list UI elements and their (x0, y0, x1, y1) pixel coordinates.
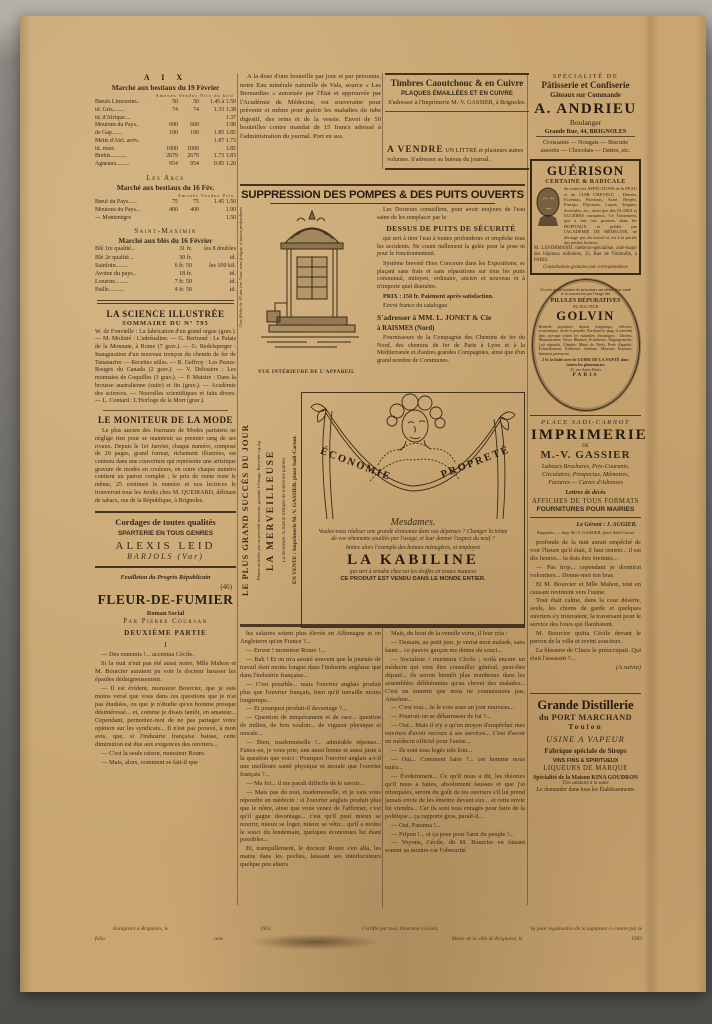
ad-line: S'adresser à l'Imprimerie M.-V. GASSIER, à Brignoles. (388, 99, 526, 106)
merveilleuse-pen-ad (240, 392, 298, 628)
imprimerie-gassier-ad (530, 415, 648, 518)
column-divider (382, 628, 383, 908)
row-vendus (178, 138, 199, 146)
banner-word-proprete: PROPRETÉ (439, 444, 512, 481)
paragraph: — Pourrait-on se débarrasser de lui ?... (391, 713, 491, 721)
notice-subtitle: SOMMAIRE DU N° 795 (122, 319, 209, 327)
row-prix: 1.87 1.73 (213, 137, 236, 144)
row-unit: les 100 kil. (209, 262, 236, 269)
row-price: 7 fr. 50 (174, 279, 192, 286)
ad-line: USINE A VAPEUR (546, 733, 625, 744)
notice-title: LA SCIENCE ILLUSTRÉE (106, 308, 225, 319)
table-row (95, 245, 236, 253)
footer-certified: Certifié par moi, Directeur-Gérant, (362, 926, 439, 932)
merchant-trade: Boulanger (569, 118, 602, 127)
town-ornament: A I X (143, 73, 188, 82)
column-divider (382, 73, 383, 169)
row-price: 4 fr. 50 (174, 287, 192, 294)
market-column-headers: Amenés Vendus Prix (177, 193, 234, 199)
paragraph: — Il est évident, monsieur Bourcier, que je suis moins versé que vous dans ces questions que je n'ai pas étudiées, ou que je n'étudie qu'en homme presque désintéressé... et, comme je disais tantôt, en amateur... Cependant, permettez-moi de ne pas partager votre opinion sur les syndicats... Il n'est pas prouvé, à mon avis, que, si l'industrie française baisse, cette diminution est due aux exigences des ouvriers... (95, 685, 236, 748)
feuilleton-header (95, 574, 236, 649)
vals-water-ad: A la dose d'une bouteille par jour et par personne, notre Eau minérale naturelle de Vals, source « Les Bernardins » autorisée par l'État et approuvée par l'Académie de Médecine, est souveraine pour prévenir et même pour guérir les maladies du tube digestif, des reins et de la vessie. Envoi de 50 bouteilles contre mandat de 15 francs adressé à l'administration du journal. Port en sus. (240, 73, 381, 140)
paragraph: — Demain, au petit jour, je verrai mon malade, sans faute... ce pauvre garçon me donne du souci... (385, 638, 525, 654)
ad-line: Spécialité de la Maison KINA GOUDRON (533, 774, 638, 781)
ad-line: qui sert à teindre chez soi les étoffes en toutes nuances (349, 569, 477, 576)
gerant-block (530, 522, 641, 535)
row-amenes: 74 (172, 106, 178, 113)
paragraph: Envoi franco du catalogue. (383, 303, 449, 310)
table-row (95, 153, 236, 161)
service-line: AFFICHES DE TOUS FORMATS (531, 497, 640, 505)
ad-line: Pâtisserie et Confiserie (541, 80, 630, 90)
kabiline-dye-ad (301, 392, 525, 628)
row-amenes: 2679 (166, 153, 178, 160)
row-price: 6 fr. 50 (174, 262, 192, 269)
paragraph: qui sert à tirer l'eau à toutes profondeurs et empêche tous les accidents. Ne craint nullement la gelée pour la pose ni pour le fonctionnement. (377, 235, 525, 258)
market-table (95, 99, 236, 169)
paragraph: M. Bourcier quitta Cécile devant le perron de la villa et revint soucieux. (530, 630, 641, 646)
footer-case: case (213, 936, 224, 942)
table-row (95, 215, 236, 223)
market-table (95, 199, 236, 222)
paragraph: (A suivre) (615, 663, 641, 671)
market-title: Marché aux bestiaux du 19 Février (111, 84, 220, 92)
footer-year: 1903 (259, 926, 271, 932)
footer-year2: 1903 (631, 936, 642, 942)
row-label: Brebis........... (95, 153, 127, 160)
column-divider (527, 73, 528, 905)
footer-legalisation: Vu pour légalisation de la signature ci-contre par le (529, 926, 642, 932)
ad-line: PLAQUES ÉMAILLÉES ET EN CUIVRE (400, 90, 514, 97)
paragraph: Les Docteurs conseillent, pour avoir toujours de l'eau saine de les remplacer par le (377, 207, 525, 221)
doctor-portrait-engraving (534, 186, 562, 226)
row-label: id. Gris........ (95, 106, 125, 113)
ad-subtitle: DESSUS DE PUITS DE SÉCURITÉ (386, 224, 516, 234)
paragraph: — Socialiste ! murmura Cécile ; voilà encore un médecin qui veut être conseiller général, peut-être député... ils seront bientôt plus nombreux dans les assemblées délibérantes qu'au chevet des malades... C'est un ennemi que nous ne connaissions pas, Anselme... (385, 655, 525, 703)
ad-line: VINS FINS & SPIRITUEUX (552, 757, 619, 764)
ad-footline: Consultations gratuites par correspondance (543, 264, 628, 270)
market-column-headers: Amenés Vendus Prix du kilo (155, 93, 234, 98)
ad-line: Cordages de toutes qualités (115, 517, 216, 528)
row-vendus: 74 (193, 106, 199, 113)
timbres-caoutchouc-ad (385, 73, 529, 112)
banner-word-economie: ÉCONOMIE (318, 445, 393, 484)
row-prix: 0.85 1.20 (213, 161, 236, 168)
market-title: Marché aux blés du 16 Février (118, 237, 213, 246)
market-report-les-arcs (95, 184, 236, 222)
paragraph: — Voyons, Cécile, dit M. Bourcier en faisant sonner sa montre car l'obscurité (385, 839, 525, 855)
ad-headline: Grande Distillerie (537, 697, 634, 712)
paragraph: — C'est la seule raison, monsieur Roure. (101, 749, 206, 757)
market-report-st-maximin (95, 237, 236, 294)
table-row (95, 278, 236, 286)
paragraph: — Erreur ! monsieur Roure !... (246, 646, 326, 654)
salutation: Mesdames. (390, 517, 436, 528)
merchant-place: BARJOLS (Var) (127, 552, 204, 562)
paragraph: les salaires soient plus élevés en Allemagne et en Angleterre qu'en France ?... (240, 630, 381, 645)
column-divider (237, 73, 238, 905)
paragraph: Système breveté Hors Concours dans les Expositions, se plaçant sans frais et sans réparations sur tous les puits communal, mitoyen, ordinaire, ancien et nouveau et à n'importe quel diamètre. (377, 260, 525, 290)
paragraph: Et, tranquillement, le docteur Roure s'en alla, les mains dans les poches, laissant ses interlocuteurs quelque peu ahuris (240, 845, 381, 869)
ad-line: Très salutaire à la santé (562, 780, 609, 786)
product-name: LA KABILINE (347, 552, 479, 569)
legal-footer (95, 926, 642, 942)
newspaper-page (20, 16, 706, 992)
gerant-line: Le Gérant : J. AUGIER. (576, 521, 637, 528)
row-amenes: 954 (169, 161, 178, 168)
row-label: Avoine du pays.. (95, 271, 136, 278)
row-label: id. d'Afrique.... (95, 114, 131, 121)
row-label: Lozerne......... (95, 279, 129, 286)
feuilleton-number: (46) (220, 583, 232, 592)
table-row (95, 138, 236, 146)
ad-intro: Un très grand nombre de personnes ont rétabli leur santé et la conservent par l'usage des (540, 286, 631, 297)
paragraph: — Oui... Comment faire ?... cet homme nous nuira... (385, 756, 525, 771)
notice-body: Le plus ancien des Journaux de Modes parisiens ne néglige rien pour se maintenir au premier rang de ses rivaux. Depuis le 1er Janvier, chaque numéro, composé de 20 pages, grand format, richement illustrées, est contenu dans une couverture qui représente une artistique gravure de modes en couleurs, en outre chaque numéro contient un patron complet ; le prix de vente reste le même, 25 centimes le numéro et nos lectrices le trouveront tous les Jeudis chez M. QUEIRARD, débitant de tabacs, rue de la République, à Brignoles. (95, 428, 236, 504)
well-apparatus-engraving (247, 209, 367, 369)
divider (97, 300, 234, 304)
row-unit: id. (229, 279, 236, 286)
row-amenes: 100 (169, 130, 178, 137)
ad-question: Voulez-vous réaliser une grande économie dans vos dépenses ? Changer la teinte de vos vêtements souillés par l'usage, et leur donner l'aspect du neuf ? (318, 529, 508, 543)
merchant-address: Grande Rue, 44, BRIGNOLES (544, 128, 627, 135)
table-row (95, 286, 236, 294)
divider (536, 136, 635, 137)
ad-line: Gâteaux sur Commande (550, 92, 621, 99)
row-prix: 1.73 1.83 (213, 153, 236, 160)
row-vendus: 954 (190, 161, 199, 168)
footer-registered: Enregistré à Brignoles, le (113, 926, 169, 932)
row-amenes: 1000 (166, 145, 178, 152)
ad-body: de toutes les AFFECTIONS de la PEAU et du CUIR CHEVELU : Dartres, Eczémas, Psoriasis, Acné, Herpès, Prurigo, Pityriasis, Lupus, Teignes, Scrofules, etc., ainsi que des PLAIES et ULCÈRES variqueux. Ce Traitement, qui a fait ses preuves dans les HOPITAUX et publié par l'ACADÉMIE DE MÉDECINE, ne dérange pas du travail et est à la portée des petites bourses. (564, 186, 637, 246)
row-vendus: 400 (190, 206, 199, 213)
price-line: PRIX : 150 fr. Paiement après satisfaction. (383, 293, 494, 300)
science-illustree-notice (95, 309, 236, 406)
notice-lead: A VENDRE (387, 145, 444, 155)
notice-body: W. de Fonvielle : La fabrication d'un grand orgue (grav.). — M. Molinié : L'adrénaline. — G. Bertrand : Le Palais de la Monnaie, à Rome (7 grav.). — G. Redelsperger : Inauguration d'un nouveau tronçon du chemin de fer de Tananarive — Recettes utiles. — B. Geffroy : Les Peaux-Rouges du Canada (2 grav.). — V. Delosière : Les monnaies de Coquilles (3 grav.). — P. Maistre : Dans la brousse australienne (suite) et fin (grav.). — Académie des sciences. — Nouvelles scientifiques et faits divers. — L. Contard : L'Horloge de la Mort (grav.). (95, 328, 236, 405)
ad-line: Toulon (568, 721, 603, 731)
feuilleton-title: FLEUR-DE-FUMIER (97, 592, 234, 608)
row-price: 31 fr. (179, 246, 192, 253)
row-prix: 1.50 (225, 214, 236, 221)
row-amenes: 75 (172, 199, 178, 206)
row-amenes (157, 215, 178, 223)
table-row (95, 115, 236, 123)
ad-line: LIQUEURS DE MARQUE (543, 764, 628, 772)
paragraph: — Bien, mademoiselle !... admirable réponse... Faites-en, je vous prie, une aussi bonne et aussi juste à la question que voici : Pourquoi l'ouvrier anglais a-t-il une meilleure santé physique et morale que l'ouvrier français ?... (240, 739, 381, 778)
row-vendus: 2679 (187, 153, 199, 160)
kabiline-artwork (302, 393, 524, 521)
table-row (95, 199, 236, 207)
service-line: Labeurs Brochures, Prix-Courants, (541, 462, 630, 470)
row-label: Bœuf du Pays...... (95, 199, 137, 206)
table-row (95, 122, 236, 130)
row-vendus: 100 (190, 130, 199, 137)
divider (103, 410, 228, 411)
ad-line-vertical: LA MERVEILLEUSE (266, 449, 276, 571)
ad-line: Imitez alors l'exemple des bonnes ménagères, et employez (345, 545, 481, 552)
paragraph: — C'est vrai... Je le vois sous un jour nouveau... (391, 704, 515, 712)
paragraph: — Fripon !... et ça pose pour l'ami du peuple !... (391, 830, 514, 838)
table-row (95, 262, 236, 270)
ad-headline: SUPPRESSION DES POMPES & DES PUITS OUVERTS (241, 189, 524, 201)
row-label: Blé 1re qualité... (95, 246, 136, 253)
row-label: Sainfoin........ (95, 262, 128, 269)
place-header: Saint-Maximin (134, 227, 197, 236)
footer-maire: Maire de la ville de Brignoles, le (451, 936, 523, 942)
row-label: — Monténégro (95, 214, 132, 221)
well-engraving-block (240, 207, 373, 375)
row-prix: 1.85 1.85 (213, 130, 236, 137)
ad-line-vertical: Plume nickelée par un procédé nouveau, garantie à l'usage. Brevetée s.g.d.g (255, 440, 261, 580)
row-label: Agneaux......... (95, 161, 130, 168)
notice-body: UN LITTRÉ et plusieurs autres volumes. S'adresser au bureau du journal. (387, 147, 524, 164)
notice-title: LE MONITEUR DE LA MODE (97, 415, 233, 426)
paragraph: — Bah ! Et on m'a assuré souvent que la journée de travail était moins longue dans l'industrie anglaise que dans l'industrie française... (240, 655, 381, 679)
paragraph: Fournisseurs de la Compagnie des Chemins de fer du Nord, des chemins de fer de Paris à Lyon et à la Méditerranée et d'autres grandes Compagnies, ainsi que d'un grand nombre de Communes. (377, 335, 525, 365)
column-right-ads (530, 73, 648, 925)
ad-line: SPARTERIE EN TOUS GENRES (118, 530, 213, 538)
suppression-pompes-ad (240, 184, 525, 375)
row-vendus (178, 115, 199, 123)
golvin-pills-ad (532, 279, 640, 411)
ad-headline: GUÉRISON (546, 163, 625, 179)
row-label: de Gap....... (95, 130, 123, 137)
row-label: Métis d'Afri. arriv.. (95, 137, 141, 144)
row-label: Blé 2e qualité... (95, 254, 134, 261)
ad-line: CE PRODUIT EST VENDU DANS LE MONDE ENTIER. (340, 576, 486, 583)
ad-body: Remède populaire depuis longtemps, efficace, économique, facile à prendre. Purifiant le sang, il convient dans presque toutes les maladies chroniques : Dartres, Rhumatismes, Vieux Rhumes, Fraîcheurs, Engorgements, Lait répandu, Glandes, Maux de Nerfs, Perte d'appétit, Échauffement, Faiblesse, Anémie, Mauvais Estomac, Intestins paresseux. (538, 323, 633, 356)
ad-line-vertical: La meilleure, la mieux trempée de toutes les plumes (281, 457, 287, 563)
feuilleton-rubric: Feuilleton du Progrès Républicain (120, 574, 211, 582)
ad-line: DU DOCTEUR (572, 303, 599, 309)
paragraph: — Question de tempérament et de race... question de milieu, de bon vouloir... de vigueur physique et morale... (240, 714, 381, 738)
feuilleton-chapter: I (164, 640, 167, 650)
table-row (95, 161, 236, 169)
paragraph: — Évidemment... Ce qu'il nous a dit, les théories qu'il nous a faites, absolument fausses et que j'ai rétorquées, seront du goût de tes ouvriers s'il lui prend jamais envie de les émettre devant eux... et cette envie lui viendra... Car ils sont tous enragés pour faire de la politique... ça rapporte gros, paraît-il... (385, 772, 525, 820)
engraving-caption: VUE INTÉRIEURE DE L'APPAREIL (258, 370, 355, 375)
ad-line: Le demander dans tous les Établissements (536, 786, 635, 793)
service-line: FOURNITURES POUR MAIRIES (536, 505, 635, 513)
feuilleton-author: Par Pierre Coursan (123, 618, 208, 626)
moniteur-mode-notice (95, 415, 236, 505)
row-prix: 1.37 (225, 114, 236, 121)
row-label: id. réser. (95, 145, 116, 152)
divider (270, 203, 495, 204)
ad-place: PLACE SADI-CARNOT (540, 418, 631, 426)
row-vendus: 75 (193, 199, 199, 206)
service-line: Circulaires, Prospectus, Mémoires, (541, 470, 630, 478)
feuilleton-genre: Roman Social (146, 610, 185, 618)
row-prix: 1.90 (225, 206, 236, 213)
a-vendre-notice (385, 141, 529, 170)
row-label: Bœufs Limousins.. (95, 99, 140, 105)
market-table (95, 245, 236, 294)
paragraph: Si la nuit n'eut pas été aussi noire, Mlle Mahon et M. Bourcier auraient pu voir le docteur hausser les épaules dédaigneusement. (95, 660, 236, 684)
ad-address: 31, rue Saint-Denis (570, 367, 601, 373)
feuilleton-text-col1 (95, 651, 236, 766)
paragraph: — Ma foi... il me paraît difficile de le savoir... (246, 779, 364, 787)
paragraph: — C'est possible... mais l'ouvrier anglais produit plus que l'ouvrier français, bien qu'il travaille moins longtemps... (240, 680, 381, 704)
row-prix: 1.85 (225, 145, 236, 152)
ad-line: Timbres Caoutchouc & en Cuivre (390, 78, 524, 88)
row-unit: id. (229, 271, 236, 278)
row-amenes: 50 (172, 99, 178, 105)
row-unit: id. (229, 254, 236, 261)
row-amenes (157, 138, 178, 146)
paragraph: Tout était calme, dans la cour déserte, seuls, les chiens de garde et quelques ouvriers s'y trouvaient, la traversant pour le service des fours qui flambaient. (530, 597, 641, 629)
market-title: Marché aux bestiaux du 16 Fév. (116, 184, 215, 193)
ad-line: assortis — Chocolats — Dattes, etc. (540, 147, 631, 155)
market-report-aix (95, 84, 236, 169)
printer-imprint: Brignoles. — Imp. M.-V. GASSIER, place Sadi-Carnot (536, 529, 635, 535)
paragraph: — Des ennemis !... accentua Cécile. (101, 651, 194, 659)
row-label: Moutons du Pays... (95, 206, 141, 213)
row-prix: 1.33 1.38 (213, 106, 236, 113)
product-name: GOLVIN (556, 308, 615, 323)
paragraph: — Pas trop... cependant je dormirai volontiers... Donne-moi ton bras. (530, 563, 641, 579)
table-row (95, 270, 236, 278)
row-vendus: 1000 (187, 145, 199, 152)
feuilleton-text-col4 (530, 539, 641, 689)
row-label: Moutons du Pays.. (95, 122, 139, 129)
distillerie-ad (530, 693, 641, 793)
row-amenes (157, 115, 178, 123)
ad-line-vertical: EN VENTE : Imprimerie M.-V. GASSIER, place Sadi-Carnot. (292, 435, 298, 585)
paragraph: — Oui, Panama !... (391, 821, 441, 829)
contact-place: à RAISMES (Nord) (377, 324, 435, 332)
cordages-ad (95, 511, 236, 568)
paragraph: — Mais pas du tout, mademoiselle, et je vais vous répondre en médecin : si l'ouvrier anglais produit plus que le nôtre, ainsi que vous venez de l'affirmer, c'est qu'il gagne davantage... c'est qu'il peut mieux se nourrir, mieux se loger, mieux se vêtir... qu'il a moins le souci du lendemain, quelques économies lui étant possibles... (240, 788, 381, 844)
row-amenes: 600 (169, 122, 178, 129)
row-prix: 1.98 (225, 122, 236, 129)
paragraph: profonde de la nuit aurait empêché de voir l'heure qu'il était, il faut rentrer... il est dix heures... tu dois être éreintée... (530, 538, 641, 562)
row-vendus (178, 215, 199, 223)
merchant-name: ALEXIS LEID (115, 540, 216, 553)
ad-subtitle: CERTAINE & RADICALE (545, 179, 626, 186)
row-unit: id. (229, 287, 236, 294)
footer-folio: folio (95, 936, 105, 942)
feuilleton-text-col3 (385, 630, 525, 908)
ad-headline: IMPRIMERIE (531, 426, 648, 443)
row-unit: les 8 doubles (204, 246, 236, 253)
ad-line: DE (582, 443, 589, 449)
service-line: Factures — Cartes d'Adresses (548, 478, 623, 486)
price-line: 2 fr. la boîte avec le GUIDE DE LA SANTÉ dans toutes les pharmacies (542, 357, 629, 368)
row-vendus: 600 (190, 122, 199, 129)
paragraph: Et M. Bourcier et Mlle Mahon, tout en causant revinrent vers l'usine. (530, 580, 641, 596)
guerison-ad (530, 159, 641, 275)
ad-line: Croissants — Nougats — Biscuits (543, 139, 628, 146)
ad-line: Fabrique spéciale de Sirops (544, 746, 627, 755)
column-1 (95, 73, 236, 925)
ad-city: PARIS (572, 372, 599, 379)
row-price: 30 fr. (179, 254, 192, 261)
paragraph: — Ils sont tous logés très loin... (391, 747, 473, 755)
product-line: PILULES DÉPURATIVES (550, 297, 621, 304)
paragraph: — Et pourquoi produit-il davantage ?... (246, 705, 347, 713)
merchant-name: A. ANDRIEU (534, 101, 637, 117)
row-label: Paille.......... (95, 287, 125, 294)
row-prix: 1.45 1.50 (213, 199, 236, 206)
merchant-name: M.-V. GASSIER (540, 448, 631, 461)
row-prix: 1.45 à 1.50 (209, 99, 236, 105)
table-row (95, 254, 236, 262)
engraving-side-caption: Une filette de 10 ans tire l'eau, sans fatigue, à toutes profondeurs (238, 207, 243, 327)
feuilleton-text-col2 (240, 630, 381, 908)
table-row (95, 207, 236, 215)
contact-line: S'adresser à MM. L. JONET & Cie (377, 312, 492, 322)
ad-line-vertical: LE PLUS GRAND SUCCÈS DU JOUR (240, 424, 250, 596)
ad-body (373, 207, 525, 375)
paragraph: — Mais, alors, comment se fait-il que (101, 758, 198, 766)
table-row (95, 146, 236, 154)
table-row (95, 99, 236, 107)
row-amenes: 400 (169, 206, 178, 213)
place-header: Les Arcs (146, 174, 185, 183)
services-list (531, 463, 640, 487)
row-vendus: 50 (193, 99, 199, 105)
service-line: Lettres de décès (565, 488, 606, 496)
table-row (95, 107, 236, 115)
row-price: 18 fr. (179, 271, 192, 278)
ad-line: du PORT MARCHAND (538, 712, 633, 722)
paragraph: La blessure de Chaze le préoccupait. Qui était l'assassin ?... (530, 647, 641, 663)
patisserie-ad (530, 73, 641, 155)
feuilleton-part: DEUXIÈME PARTIE (124, 629, 207, 638)
table-row (95, 130, 236, 138)
paragraph: — Oui... Mais il n'y a qu'un moyen d'empêcher mes ouvriers d'avoir recours à ses services... C'est d'avoir un médecin officiel pour l'usine... (385, 722, 525, 746)
ad-line: SPÉCIALITÉ DE (552, 73, 619, 80)
paragraph: Mais, du bout de la venelle verte, il leur cria : (391, 630, 508, 637)
ad-contact: M. LENORMAND, médecin-spécialiste, aide-major des hôpitaux militaires, 22, Rue de Vintimille, à PARIS. (534, 246, 637, 263)
